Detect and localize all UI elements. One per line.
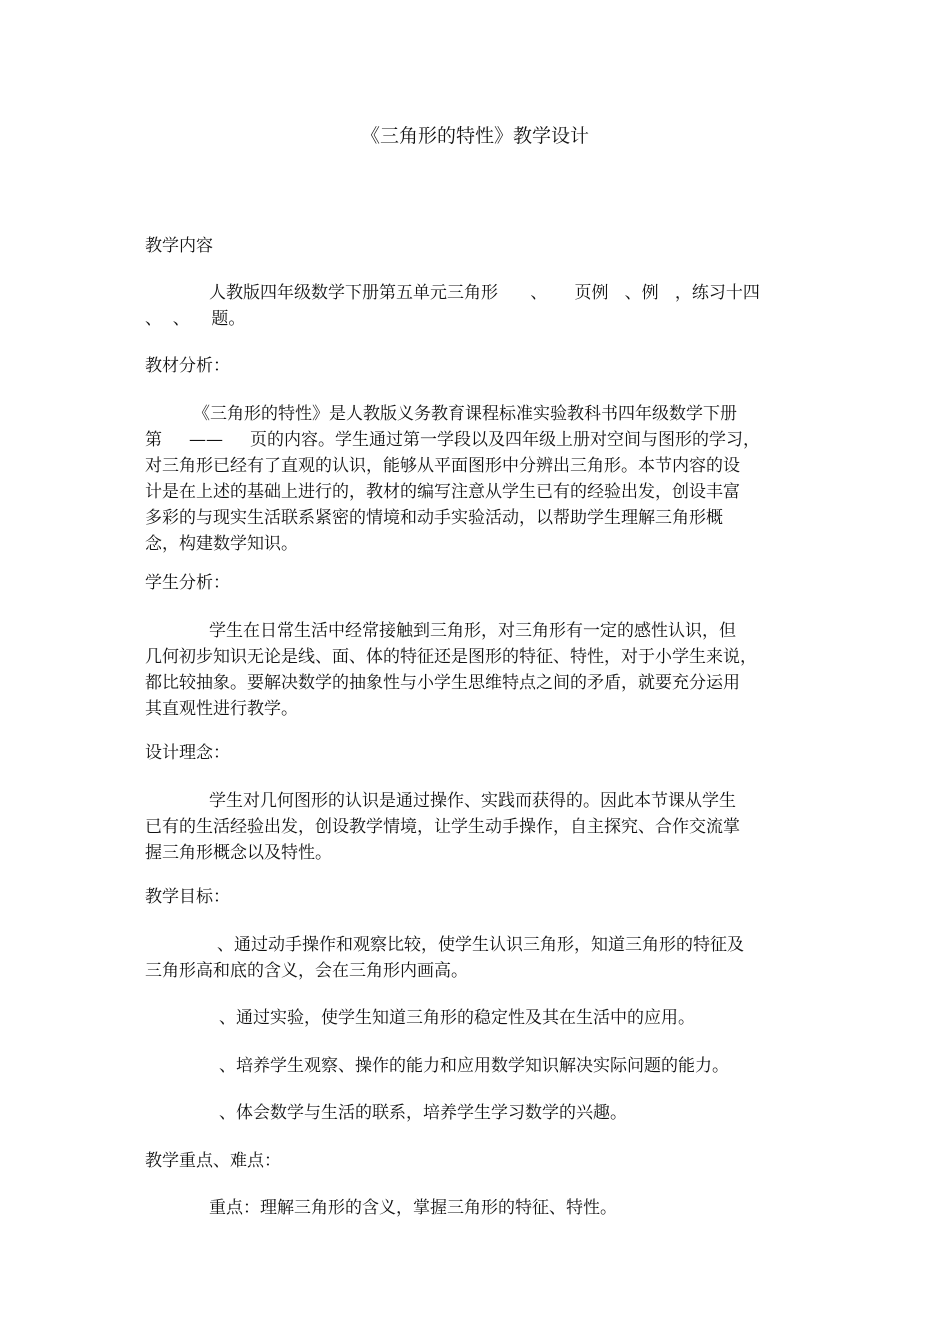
section-heading-key-points: 教学重点、难点： — [145, 1151, 281, 1171]
content-line: 人教版四年级数学下册第五单元三角形 、 页例 、例 ，练习十四 — [209, 283, 760, 303]
material-line: 念，构建数学知识。 — [145, 534, 298, 554]
goal-2 — [145, 1005, 810, 1031]
section-heading-concept: 设计理念： — [145, 743, 230, 763]
goal-line: 三角形高和底的含义，会在三角形内画高。 — [145, 961, 468, 981]
students-line: 学生在日常生活中经常接触到三角形，对三角形有一定的感性认识，但 — [209, 621, 736, 641]
students-line: 其直观性进行教学。 — [145, 699, 298, 719]
material-paragraph — [145, 401, 810, 557]
concept-paragraph — [145, 788, 810, 866]
material-line: 第 —— 页的内容。学生通过第一学段以及四年级上册对空间与图形的学习， — [145, 430, 761, 450]
students-line: 几何初步知识无论是线、面、体的特征还是图形的特征、特性，对于小学生来说， — [145, 647, 757, 667]
students-paragraph — [145, 618, 810, 722]
goal-4 — [145, 1100, 810, 1126]
section-heading-students: 学生分析： — [145, 573, 230, 593]
section-heading-goals: 教学目标： — [145, 887, 230, 907]
key-points-focus — [145, 1195, 810, 1221]
concept-line: 已有的生活经验出发，创设教学情境，让学生动手操作，自主探究、合作交流掌 — [145, 817, 740, 837]
concept-line: 握三角形概念以及特性。 — [145, 843, 332, 863]
concept-line: 学生对几何图形的认识是通过操作、实践而获得的。因此本节课从学生 — [209, 791, 736, 811]
material-line: 《三角形的特性》是人教版义务教育课程标准实验教科书四年级数学下册 — [193, 404, 737, 424]
section-heading-material: 教材分析： — [145, 356, 230, 376]
material-line: 对三角形已经有了直观的认识，能够从平面图形中分辨出三角形。本节内容的设 — [145, 456, 740, 476]
goal-line: 、体会数学与生活的联系，培养学生学习数学的兴趣。 — [219, 1103, 627, 1123]
content-line: 、 、 题。 — [145, 309, 246, 329]
section-heading-content: 教学内容 — [145, 236, 213, 256]
document-title: 《三角形的特性》教学设计 — [360, 125, 589, 147]
students-line: 都比较抽象。要解决数学的抽象性与小学生思维特点之间的矛盾，就要充分运用 — [145, 673, 740, 693]
goal-3 — [145, 1053, 810, 1079]
focus-line: 重点：理解三角形的含义，掌握三角形的特征、特性。 — [209, 1198, 617, 1218]
goal-line: 、通过动手操作和观察比较，使学生认识三角形，知道三角形的特征及 — [217, 935, 744, 955]
goal-line: 、通过实验，使学生知道三角形的稳定性及其在生活中的应用。 — [219, 1008, 695, 1028]
material-line: 计是在上述的基础上进行的，教材的编写注意从学生已有的经验出发，创设丰富 — [145, 482, 740, 502]
material-line: 多彩的与现实生活联系紧密的情境和动手实验活动，以帮助学生理解三角形概 — [145, 508, 723, 528]
goal-line: 、培养学生观察、操作的能力和应用数学知识解决实际问题的能力。 — [219, 1056, 729, 1076]
goal-1 — [145, 932, 810, 984]
content-paragraph — [145, 280, 810, 332]
